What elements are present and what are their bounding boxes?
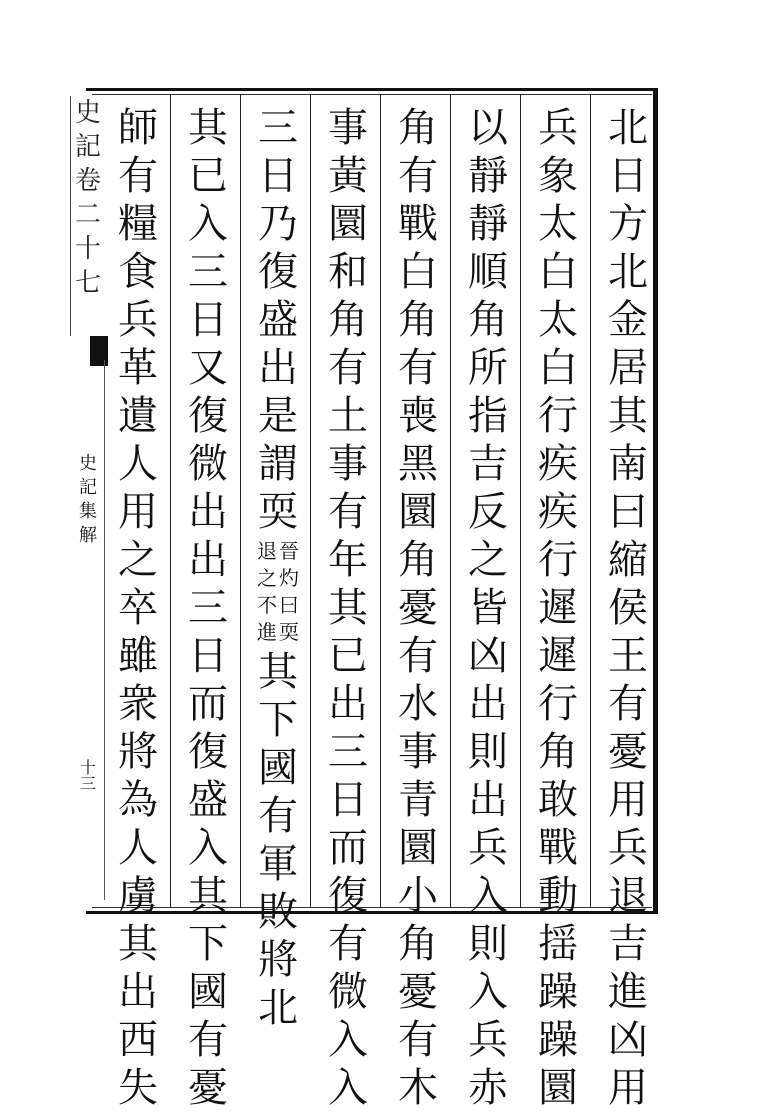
character: 出 xyxy=(468,777,508,823)
character: 則 xyxy=(468,921,508,967)
spine-character: 史 xyxy=(79,453,97,474)
character: 有 xyxy=(398,345,438,391)
character: 皆 xyxy=(468,585,508,631)
character: 木 xyxy=(398,1065,438,1111)
character: 其 xyxy=(258,649,298,695)
character: 行 xyxy=(538,537,578,583)
character: 有 xyxy=(258,793,298,839)
character: 已 xyxy=(188,153,228,199)
spine-character: 記 xyxy=(74,132,101,162)
character: 凶 xyxy=(608,1017,648,1063)
spine-character: 集 xyxy=(79,501,97,522)
fishtail-mark xyxy=(90,336,108,366)
column-divider xyxy=(590,94,591,908)
character: 躁 xyxy=(538,1017,578,1063)
character: 吉 xyxy=(468,441,508,487)
character: 白 xyxy=(398,249,438,295)
character: 有 xyxy=(118,153,158,199)
character: 北 xyxy=(608,249,648,295)
character: 喪 xyxy=(398,393,438,439)
column-divider xyxy=(310,94,311,908)
character: 入 xyxy=(188,201,228,247)
note-character: 之 xyxy=(257,566,277,590)
character: 靜 xyxy=(468,201,508,247)
character: 戰 xyxy=(398,201,438,247)
character: 憂 xyxy=(398,969,438,1015)
character: 微 xyxy=(188,441,228,487)
character: 有 xyxy=(398,153,438,199)
character: 圜 xyxy=(398,489,438,535)
spine-top-text xyxy=(72,96,104,300)
text-column-8 xyxy=(112,104,164,1112)
character: 赤 xyxy=(468,1065,508,1111)
character: 圜 xyxy=(538,1065,578,1111)
character: 而 xyxy=(328,825,368,871)
text-column-3 xyxy=(462,104,514,1112)
character: 疾 xyxy=(538,489,578,535)
character: 師 xyxy=(118,105,158,151)
character: 憂 xyxy=(398,585,438,631)
note-character: 耎 xyxy=(279,620,299,644)
note-character: 不 xyxy=(257,593,277,617)
spine-page-number xyxy=(74,760,102,792)
commentary-note-col-2 xyxy=(257,538,277,646)
character: 兵 xyxy=(468,1017,508,1063)
character: 土 xyxy=(328,393,368,439)
character: 人 xyxy=(118,441,158,487)
character: 北 xyxy=(608,105,648,151)
character: 出 xyxy=(118,969,158,1015)
character: 角 xyxy=(398,537,438,583)
character: 其 xyxy=(608,393,648,439)
character: 出 xyxy=(328,681,368,727)
character: 日 xyxy=(328,777,368,823)
character: 出 xyxy=(188,489,228,535)
character: 白 xyxy=(538,345,578,391)
character: 入 xyxy=(328,1017,368,1063)
spine-book-title xyxy=(74,452,102,548)
character: 居 xyxy=(608,345,648,391)
character: 國 xyxy=(188,969,228,1015)
character: 敢 xyxy=(538,777,578,823)
character: 出 xyxy=(188,537,228,583)
character: 已 xyxy=(328,633,368,679)
character: 雖 xyxy=(118,633,158,679)
character: 糧 xyxy=(118,201,158,247)
character: 為 xyxy=(118,777,158,823)
character: 有 xyxy=(398,633,438,679)
character: 年 xyxy=(328,537,368,583)
character: 日 xyxy=(188,297,228,343)
character: 其 xyxy=(188,873,228,919)
spine-character: 二 xyxy=(74,200,101,230)
character: 事 xyxy=(328,105,368,151)
text-column-6 xyxy=(252,104,304,1032)
character: 憂 xyxy=(608,729,648,775)
column-6-main xyxy=(254,104,302,536)
character: 所 xyxy=(468,345,508,391)
character: 有 xyxy=(328,921,368,967)
character: 進 xyxy=(608,969,648,1015)
character: 盛 xyxy=(258,297,298,343)
character: 和 xyxy=(328,249,368,295)
character: 金 xyxy=(608,297,648,343)
character: 其 xyxy=(118,921,158,967)
note-character: 曰 xyxy=(279,593,299,617)
character: 戰 xyxy=(538,825,578,871)
character: 黃 xyxy=(328,153,368,199)
character: 凶 xyxy=(468,633,508,679)
character: 復 xyxy=(328,873,368,919)
column-divider xyxy=(380,94,381,908)
character: 入 xyxy=(188,825,228,871)
spine-character: 記 xyxy=(79,477,97,498)
character: 失 xyxy=(118,1065,158,1111)
spine-character: 卷 xyxy=(74,166,101,196)
spine-character: 十 xyxy=(79,758,96,777)
character: 角 xyxy=(398,105,438,151)
character: 又 xyxy=(188,345,228,391)
character: 青 xyxy=(398,777,438,823)
character: 微 xyxy=(328,969,368,1015)
character: 盛 xyxy=(188,777,228,823)
character: 卒 xyxy=(118,585,158,631)
character: 敗 xyxy=(258,889,298,935)
note-character: 晉 xyxy=(279,539,299,563)
character: 入 xyxy=(328,1065,368,1111)
character: 復 xyxy=(258,249,298,295)
character: 靜 xyxy=(468,153,508,199)
character: 兵 xyxy=(118,297,158,343)
column-divider xyxy=(450,94,451,908)
spine-rule xyxy=(70,96,71,336)
character: 角 xyxy=(398,297,438,343)
character: 縮 xyxy=(608,537,648,583)
text-column-4 xyxy=(392,104,444,1112)
character: 用 xyxy=(608,777,648,823)
character: 事 xyxy=(398,729,438,775)
character: 王 xyxy=(608,633,648,679)
character: 軍 xyxy=(258,841,298,887)
character: 其 xyxy=(188,105,228,151)
character: 將 xyxy=(118,729,158,775)
character: 日 xyxy=(258,153,298,199)
character: 用 xyxy=(118,489,158,535)
character: 出 xyxy=(258,345,298,391)
character: 角 xyxy=(468,297,508,343)
character: 水 xyxy=(398,681,438,727)
character: 下 xyxy=(188,921,228,967)
character: 太 xyxy=(538,297,578,343)
character: 象 xyxy=(538,153,578,199)
character: 復 xyxy=(188,393,228,439)
character: 三 xyxy=(188,249,228,295)
character: 退 xyxy=(608,873,648,919)
note-character: 灼 xyxy=(279,566,299,590)
character: 人 xyxy=(118,825,158,871)
character: 之 xyxy=(118,537,158,583)
character: 而 xyxy=(188,681,228,727)
character: 角 xyxy=(538,729,578,775)
character: 之 xyxy=(468,537,508,583)
character: 遲 xyxy=(538,585,578,631)
character: 乃 xyxy=(258,201,298,247)
character: 革 xyxy=(118,345,158,391)
character: 以 xyxy=(468,105,508,151)
character: 復 xyxy=(188,729,228,775)
character: 疾 xyxy=(538,441,578,487)
character: 遺 xyxy=(118,393,158,439)
character: 行 xyxy=(538,393,578,439)
text-column-1 xyxy=(602,104,654,1112)
character: 吉 xyxy=(608,921,648,967)
character: 黑 xyxy=(398,441,438,487)
character: 兵 xyxy=(538,105,578,151)
character: 出 xyxy=(468,681,508,727)
character: 太 xyxy=(538,201,578,247)
character: 遲 xyxy=(538,633,578,679)
character: 將 xyxy=(258,937,298,983)
character: 憂 xyxy=(188,1065,228,1111)
spine-character: 十 xyxy=(74,234,101,264)
character: 入 xyxy=(468,873,508,919)
character: 謂 xyxy=(258,441,298,487)
character: 北 xyxy=(258,985,298,1031)
character: 衆 xyxy=(118,681,158,727)
column-divider xyxy=(170,94,171,908)
character: 有 xyxy=(608,681,648,727)
character: 方 xyxy=(608,201,648,247)
character: 有 xyxy=(398,1017,438,1063)
character: 動 xyxy=(538,873,578,919)
character: 揺 xyxy=(538,921,578,967)
character: 三 xyxy=(258,105,298,151)
character: 有 xyxy=(328,489,368,535)
character: 下 xyxy=(258,697,298,743)
character: 虜 xyxy=(118,873,158,919)
text-column-2 xyxy=(532,104,584,1112)
spine-character: 七 xyxy=(74,268,101,298)
commentary-note xyxy=(257,538,299,646)
character: 則 xyxy=(468,729,508,775)
character: 曰 xyxy=(608,489,648,535)
note-character: 退 xyxy=(257,539,277,563)
character: 角 xyxy=(398,921,438,967)
character: 圜 xyxy=(328,201,368,247)
character: 角 xyxy=(328,297,368,343)
character: 耎 xyxy=(258,489,298,535)
character: 指 xyxy=(468,393,508,439)
character: 是 xyxy=(258,393,298,439)
character: 三 xyxy=(188,585,228,631)
character: 日 xyxy=(608,153,648,199)
character: 其 xyxy=(328,585,368,631)
column-6-after-note xyxy=(254,648,302,1032)
character: 國 xyxy=(258,745,298,791)
text-column-5 xyxy=(322,104,374,1112)
character: 反 xyxy=(468,489,508,535)
character: 入 xyxy=(468,969,508,1015)
character: 兵 xyxy=(608,825,648,871)
character: 白 xyxy=(538,249,578,295)
character: 行 xyxy=(538,681,578,727)
character: 侯 xyxy=(608,585,648,631)
character: 有 xyxy=(188,1017,228,1063)
character: 有 xyxy=(328,345,368,391)
character: 用 xyxy=(608,1065,648,1111)
column-divider xyxy=(240,94,241,908)
character: 躁 xyxy=(538,969,578,1015)
character: 圜 xyxy=(398,825,438,871)
text-column-7 xyxy=(182,104,234,1112)
character: 南 xyxy=(608,441,648,487)
spine-character: 史 xyxy=(74,98,101,128)
character: 事 xyxy=(328,441,368,487)
character: 小 xyxy=(398,873,438,919)
column-divider xyxy=(520,94,521,908)
spine-rule xyxy=(104,360,105,900)
character: 三 xyxy=(328,729,368,775)
character: 兵 xyxy=(468,825,508,871)
character: 日 xyxy=(188,633,228,679)
commentary-note-col-1 xyxy=(279,538,299,646)
character: 順 xyxy=(468,249,508,295)
note-character: 進 xyxy=(257,620,277,644)
character: 食 xyxy=(118,249,158,295)
character: 西 xyxy=(118,1017,158,1063)
spine-character: 三 xyxy=(79,774,96,793)
spine-character: 解 xyxy=(79,525,97,546)
